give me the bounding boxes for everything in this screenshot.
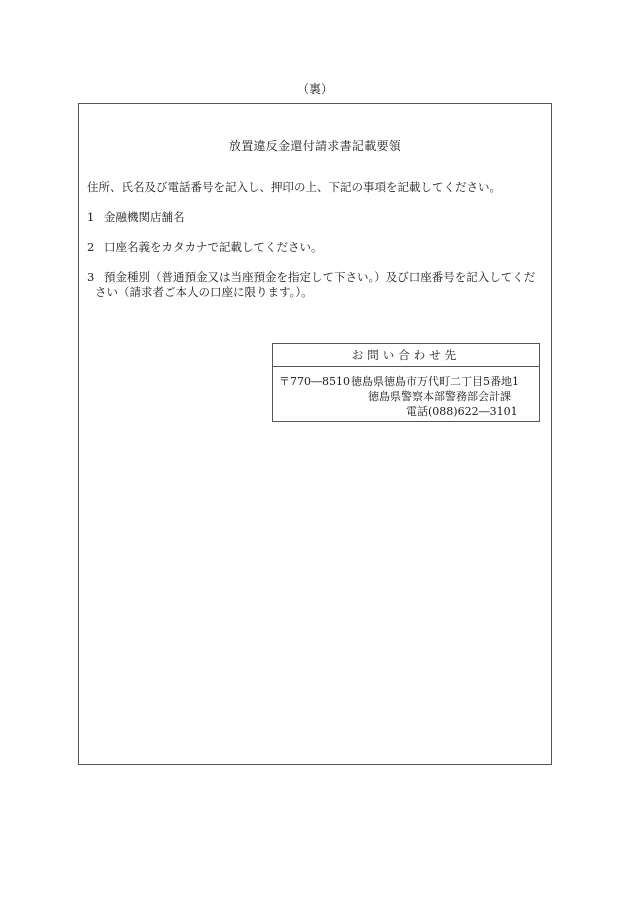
item-number: 3 [87, 270, 95, 284]
contact-department: 徳島県警察本部警務部会計課 [368, 390, 511, 403]
contact-address: 徳島県徳島市万代町二丁目5番地1 [351, 375, 519, 388]
contact-box [272, 343, 540, 422]
list-item [87, 210, 545, 225]
item-number: 2 [87, 240, 95, 254]
item-text: 口座名義をカタカナで記載してください。 [104, 240, 323, 254]
list-item [87, 240, 545, 255]
document-title: 放置違反金還付請求書記載要領 [228, 139, 402, 153]
contact-heading: お問い合わせ先 [273, 344, 539, 367]
contact-phone: 電話(088)622―3101 [406, 405, 518, 418]
item-text: 金融機関店舗名 [104, 210, 185, 224]
page-side-label: （裏） [296, 82, 333, 96]
intro-text: 住所、氏名及び電話番号を記入し、押印の上、下記の事項を記載してください。 [87, 180, 501, 194]
item-text: 預金種別（普通預金又は当座預金を指定して下さい。）及び口座番号を記入してください（請求者ご本人の口座に限ります。）。 [95, 270, 536, 299]
document-frame [78, 103, 552, 765]
list-item [87, 270, 545, 300]
item-number: 1 [87, 210, 95, 224]
postal-code: 〒770―8510 [279, 375, 350, 388]
